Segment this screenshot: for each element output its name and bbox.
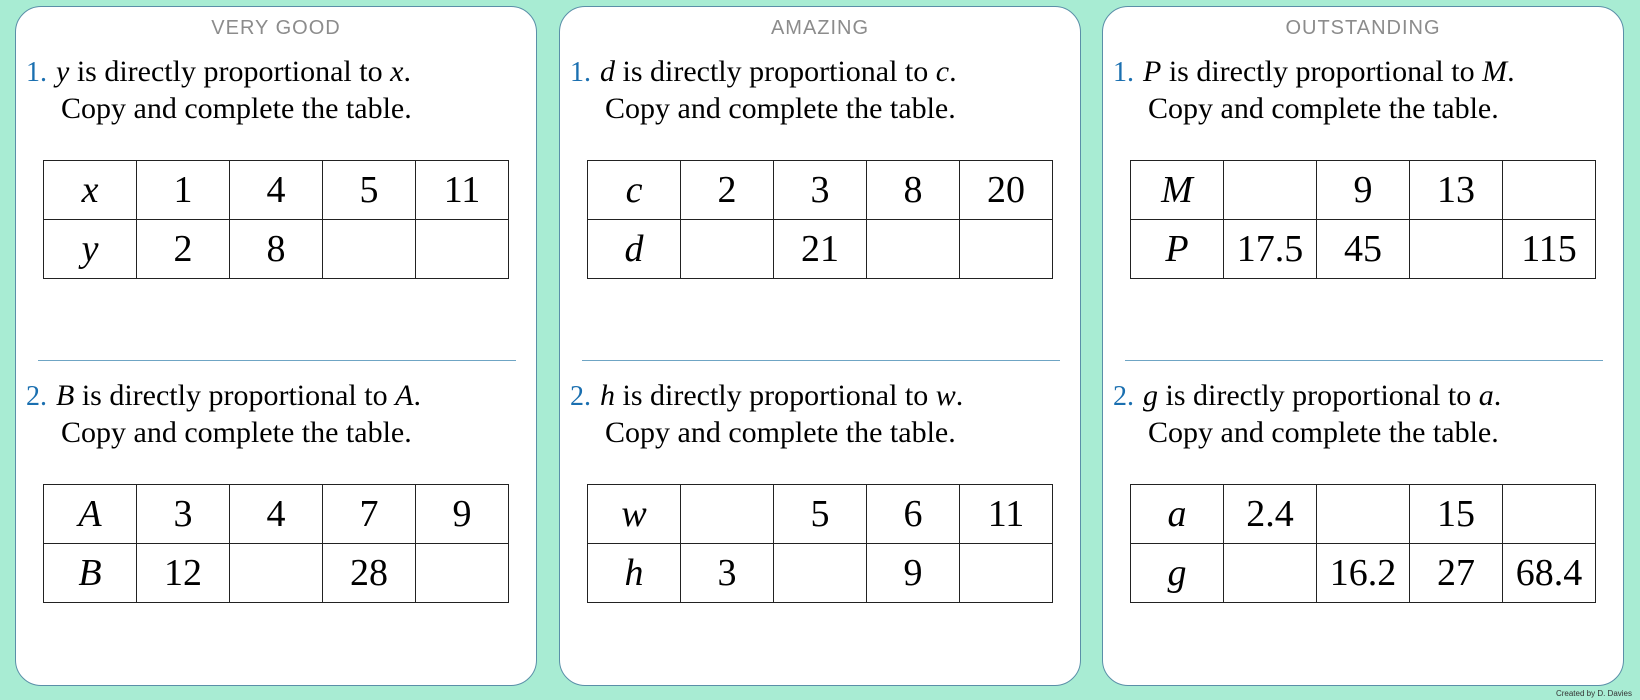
table-cell — [1317, 485, 1410, 544]
row-label: g — [1131, 544, 1224, 603]
row-label: y — [44, 220, 137, 279]
row-label: A — [44, 485, 137, 544]
table-cell: 5 — [323, 161, 416, 220]
table-row — [588, 544, 1053, 603]
table-cell: 28 — [323, 544, 416, 603]
table-cell: 2.4 — [1224, 485, 1317, 544]
independent-variable: w — [935, 379, 956, 412]
question-statement — [570, 53, 957, 92]
table-cell: 5 — [774, 485, 867, 544]
row-label: w — [588, 485, 681, 544]
row-label: a — [1131, 485, 1224, 544]
author-credit: Created by D. Davies — [1555, 689, 1632, 698]
question-instruction: Copy and complete the table. — [61, 92, 412, 125]
table-cell: 12 — [137, 544, 230, 603]
table-row — [1131, 544, 1596, 603]
table-row — [44, 485, 509, 544]
table-cell: 4 — [230, 161, 323, 220]
question-number: 2. — [570, 381, 591, 412]
table-cell: 17.5 — [1224, 220, 1317, 279]
proportion-table — [1130, 160, 1596, 279]
table-row — [588, 220, 1053, 279]
table-cell: 16.2 — [1317, 544, 1410, 603]
table-cell — [681, 485, 774, 544]
statement-text: is directly proportional to — [1158, 379, 1479, 412]
question-number: 2. — [1113, 381, 1134, 412]
dependent-variable: P — [1143, 55, 1162, 88]
statement-end: . — [949, 55, 957, 88]
table-cell: 1 — [137, 161, 230, 220]
table-cell — [230, 544, 323, 603]
table-cell — [1224, 161, 1317, 220]
table-cell: 11 — [416, 161, 509, 220]
statement-text: is directly proportional to — [1161, 55, 1483, 88]
proportion-table — [587, 160, 1053, 279]
table-row — [44, 161, 509, 220]
table-cell: 6 — [867, 485, 960, 544]
table-cell — [774, 544, 867, 603]
statement-text: is directly proportional to — [69, 55, 391, 88]
table-cell: 68.4 — [1503, 544, 1596, 603]
table-row — [588, 485, 1053, 544]
table-cell: 2 — [137, 220, 230, 279]
statement-text: is directly proportional to — [615, 379, 936, 412]
question-instruction: Copy and complete the table. — [61, 416, 412, 449]
table-cell — [1503, 161, 1596, 220]
independent-variable: c — [935, 55, 950, 88]
table-cell: 27 — [1410, 544, 1503, 603]
row-label: M — [1131, 161, 1224, 220]
table-row — [1131, 485, 1596, 544]
table-cell: 8 — [867, 161, 960, 220]
statement-end: . — [413, 379, 421, 412]
table-cell: 3 — [681, 544, 774, 603]
table-cell: 13 — [1410, 161, 1503, 220]
row-label: P — [1131, 220, 1224, 279]
proportion-table — [587, 484, 1053, 603]
table-cell: 11 — [960, 485, 1053, 544]
question-statement — [1113, 53, 1515, 92]
table-cell: 15 — [1410, 485, 1503, 544]
table-cell: 4 — [230, 485, 323, 544]
table-cell — [1224, 544, 1317, 603]
table-row — [44, 544, 509, 603]
independent-variable: x — [390, 55, 404, 88]
proportion-table — [1130, 484, 1596, 603]
independent-variable: a — [1478, 379, 1494, 412]
card-very-good — [15, 6, 537, 686]
proportion-table — [43, 484, 509, 603]
table-row — [588, 161, 1053, 220]
card-title: AMAZING — [770, 17, 870, 39]
row-label: h — [588, 544, 681, 603]
card-title: VERY GOOD — [211, 17, 341, 39]
divider — [1125, 360, 1603, 361]
table-row — [1131, 220, 1596, 279]
dependent-variable: g — [1143, 379, 1158, 412]
dependent-variable: B — [56, 379, 75, 412]
question-instruction: Copy and complete the table. — [605, 92, 956, 125]
question-instruction: Copy and complete the table. — [1148, 92, 1499, 125]
row-label: x — [44, 161, 137, 220]
table-cell — [1410, 220, 1503, 279]
table-cell — [1503, 485, 1596, 544]
table-cell: 7 — [323, 485, 416, 544]
statement-end: . — [1493, 379, 1502, 412]
card-outstanding — [1102, 6, 1624, 686]
question-number: 2. — [26, 381, 47, 412]
table-cell — [323, 220, 416, 279]
table-cell: 9 — [867, 544, 960, 603]
row-label: d — [588, 220, 681, 279]
table-cell: 115 — [1503, 220, 1596, 279]
table-cell: 21 — [774, 220, 867, 279]
divider — [582, 360, 1060, 361]
table-cell: 2 — [681, 161, 774, 220]
statement-end: . — [403, 55, 411, 88]
question-number: 1. — [570, 57, 591, 88]
card-title: OUTSTANDING — [1285, 17, 1441, 39]
table-row — [44, 220, 509, 279]
statement-text: is directly proportional to — [615, 55, 936, 88]
table-cell — [960, 544, 1053, 603]
table-cell: 9 — [1317, 161, 1410, 220]
question-statement — [570, 377, 963, 416]
proportion-table — [43, 160, 509, 279]
table-cell — [960, 220, 1053, 279]
statement-text: is directly proportional to — [74, 379, 396, 412]
table-cell — [416, 220, 509, 279]
independent-variable: M — [1482, 55, 1508, 88]
row-label: B — [44, 544, 137, 603]
question-number: 1. — [26, 57, 47, 88]
dependent-variable: d — [600, 55, 615, 88]
row-label: c — [588, 161, 681, 220]
table-cell — [416, 544, 509, 603]
question-instruction: Copy and complete the table. — [605, 416, 956, 449]
card-amazing — [559, 6, 1081, 686]
table-cell: 8 — [230, 220, 323, 279]
statement-end: . — [1507, 55, 1515, 88]
independent-variable: A — [395, 379, 414, 412]
dependent-variable: y — [56, 55, 70, 88]
question-statement — [26, 377, 421, 416]
question-statement — [26, 53, 411, 92]
table-cell: 45 — [1317, 220, 1410, 279]
dependent-variable: h — [600, 379, 615, 412]
table-cell: 3 — [774, 161, 867, 220]
table-cell: 20 — [960, 161, 1053, 220]
table-cell — [681, 220, 774, 279]
question-instruction: Copy and complete the table. — [1148, 416, 1499, 449]
question-number: 1. — [1113, 57, 1134, 88]
statement-end: . — [955, 379, 964, 412]
table-cell — [867, 220, 960, 279]
table-cell: 9 — [416, 485, 509, 544]
table-row — [1131, 161, 1596, 220]
table-cell: 3 — [137, 485, 230, 544]
divider — [38, 360, 516, 361]
question-statement — [1113, 377, 1501, 416]
